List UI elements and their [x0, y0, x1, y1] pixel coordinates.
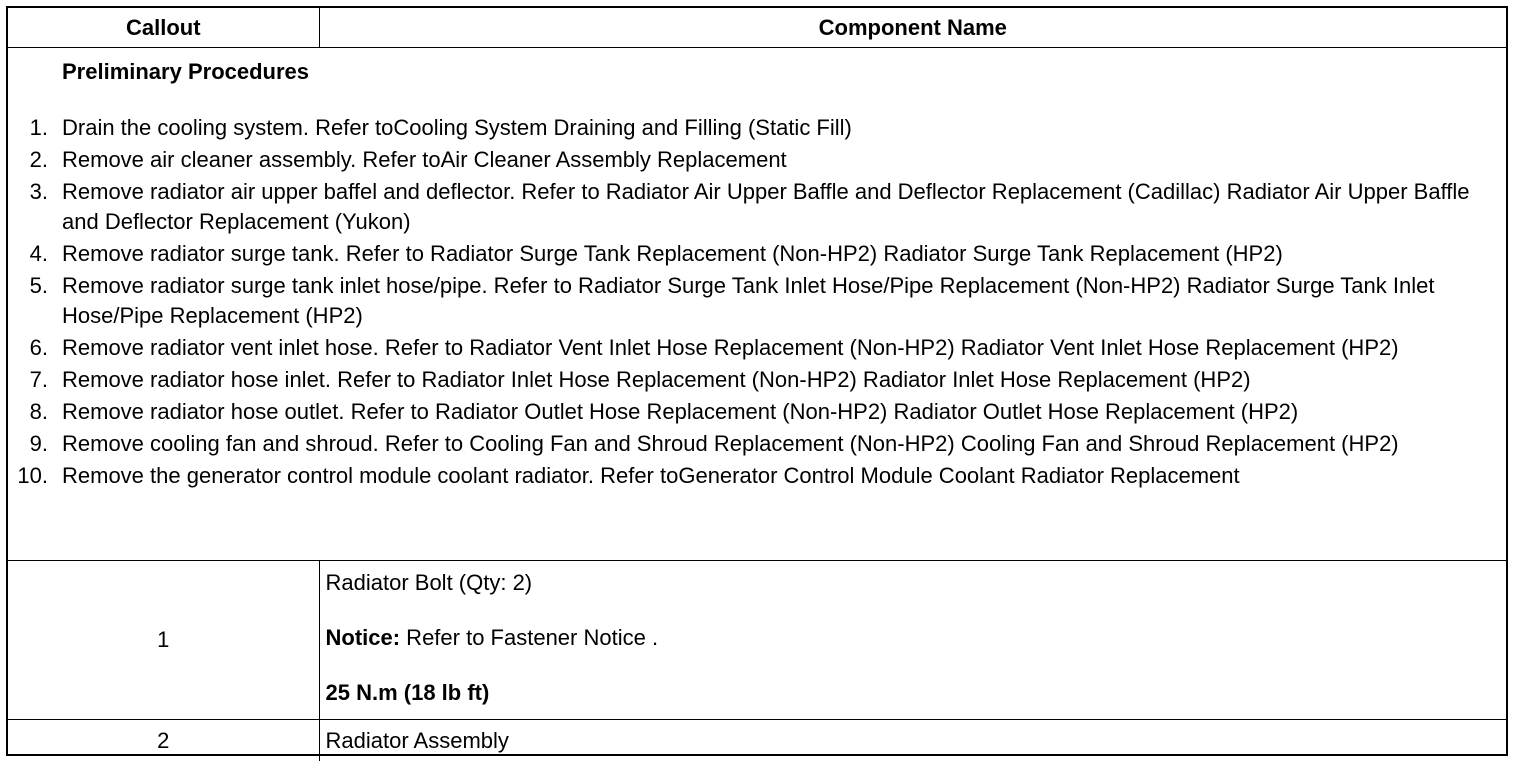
table-row	[8, 561, 1506, 720]
list-item	[8, 429, 1498, 459]
header-row	[8, 8, 1506, 48]
table-row	[8, 720, 1506, 762]
list-item	[8, 239, 1498, 269]
step-number: 7.	[29, 367, 48, 392]
callout-header: Callout	[8, 8, 319, 48]
step-text: Remove radiator hose outlet. Refer to Radiator Outlet Hose Replacement (Non-HP2) Radiator Outlet Hose Replacement (HP2)	[62, 399, 1299, 424]
list-item	[8, 365, 1498, 395]
step-text: Remove the generator control module coolant radiator. Refer toGenerator Control Module Coolant Radiator Replacement	[62, 463, 1240, 488]
list-item	[8, 177, 1498, 237]
step-text: Remove radiator surge tank. Refer to Radiator Surge Tank Replacement (Non-HP2) Radiator Surge Tank Replacement (HP2)	[62, 241, 1283, 266]
callout-cell: 1	[8, 561, 319, 720]
list-item	[8, 333, 1498, 363]
step-number: 6.	[29, 335, 48, 360]
step-text: Remove radiator air upper baffel and deflector. Refer to Radiator Air Upper Baffle and Deflector Replacement (Cadillac) Radiator Air Upper Baffle and Deflector Replacement (Yukon)	[62, 179, 1470, 234]
step-text: Remove air cleaner assembly. Refer toAir Cleaner Assembly Replacement	[62, 147, 787, 172]
step-number: 2.	[29, 147, 48, 172]
list-item	[8, 397, 1498, 427]
step-text: Drain the cooling system. Refer toCooling System Draining and Filling (Static Fill)	[62, 115, 852, 140]
component-cell: Radiator Assembly	[325, 727, 509, 753]
list-item	[8, 145, 1498, 175]
preliminary-steps-list	[8, 113, 1498, 493]
step-text: Remove cooling fan and shroud. Refer to Cooling Fan and Shroud Replacement (Non-HP2) Cooling Fan and Shroud Replacement (HP2)	[62, 431, 1399, 456]
list-item	[8, 113, 1498, 143]
preliminary-cell	[8, 48, 1506, 561]
step-text: Remove radiator surge tank inlet hose/pipe. Refer to Radiator Surge Tank Inlet Hose/Pipe Replacement (Non-HP2) Radiator Surge Tank Inlet Hose/Pipe Replacement (HP2)	[62, 273, 1435, 328]
component-table	[8, 8, 1506, 761]
torque-spec: 25 N.m (18 lb ft)	[325, 680, 490, 705]
preliminary-row	[8, 48, 1506, 561]
step-number: 1.	[29, 115, 48, 140]
notice-line	[326, 624, 1507, 652]
step-text: Remove radiator hose inlet. Refer to Radiator Inlet Hose Replacement (Non-HP2) Radiator Inlet Hose Replacement (HP2)	[62, 367, 1251, 392]
step-number: 5.	[29, 273, 48, 298]
notice-label: Notice:	[325, 625, 401, 650]
preliminary-title: Preliminary Procedures	[62, 59, 310, 84]
step-number: 8.	[29, 399, 48, 424]
step-number: 3.	[29, 179, 48, 204]
component-name: Radiator Bolt (Qty: 2)	[325, 570, 533, 595]
step-number: 9.	[29, 431, 48, 456]
notice-text: Refer to Fastener Notice .	[400, 625, 659, 650]
component-cell	[319, 561, 1506, 720]
step-number: 4.	[29, 241, 48, 266]
procedure-table	[6, 6, 1508, 756]
list-item	[8, 271, 1498, 331]
list-item	[8, 461, 1498, 491]
component-name-header: Component Name	[319, 8, 1506, 48]
step-number: 10.	[17, 463, 48, 488]
step-text: Remove radiator vent inlet hose. Refer to Radiator Vent Inlet Hose Replacement (Non-HP2) Radiator Vent Inlet Hose Replacement (HP2)	[62, 335, 1399, 360]
callout-cell: 2	[8, 720, 319, 762]
